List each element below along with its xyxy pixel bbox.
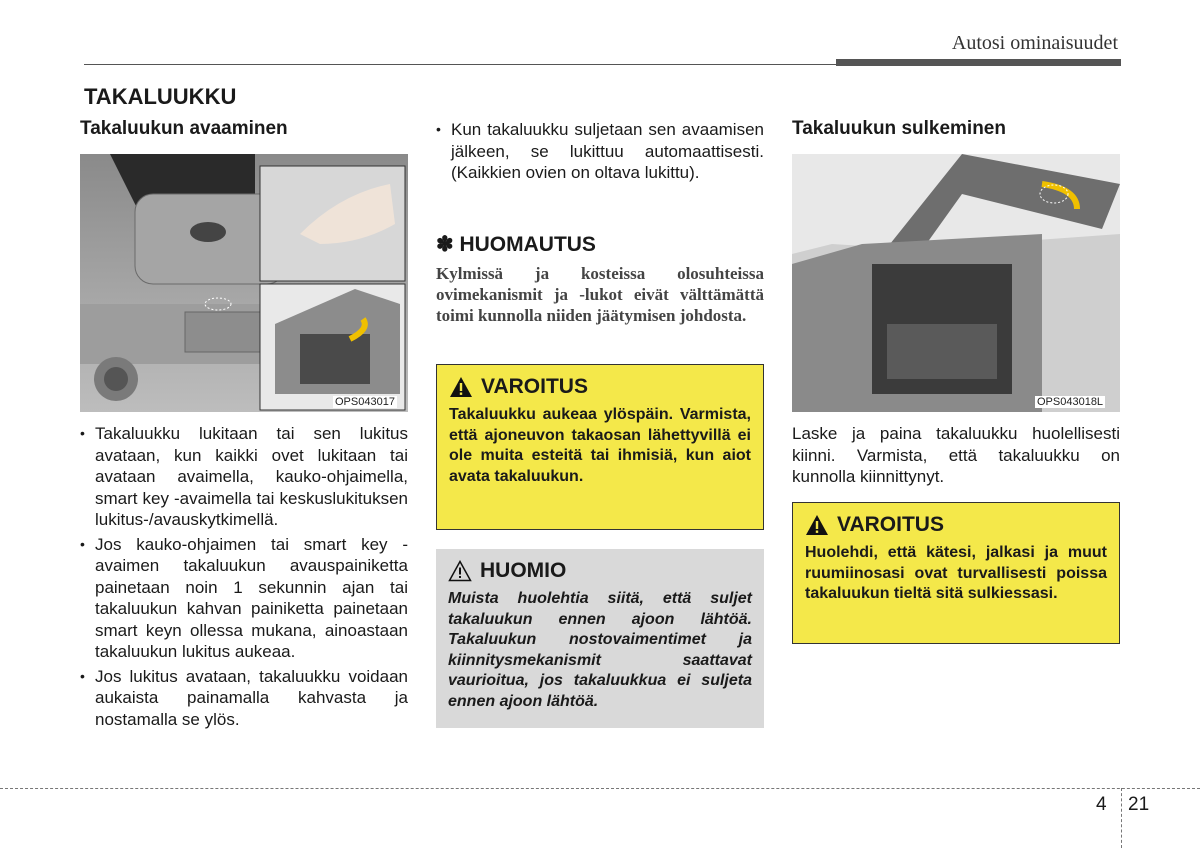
asterisk-icon: ✽ [436, 233, 454, 256]
footer-divider [1121, 788, 1122, 848]
caution-body: Muista huolehtia siitä, että suljet takaluukun ennen ajoon lähtöä. Takaluukun nostovaimentimet ja kiinnitysmekanismit saattavat vaurioitua, jos takaluukkua ei suljeta ennen ajoon lähtöä. [448, 590, 752, 710]
warning-heading [449, 375, 751, 399]
caution-box [436, 549, 764, 728]
list-item: • Jos kauko-ohjaimen tai smart key -avaimen takaluukun avauspainiketta painetaan noin 1 sekunnin ajan tai takaluukun kahvan painiketta painetaan smart keyn ollessa mukana, ainoastaan takaluukun lukitus aukeaa. [80, 534, 408, 663]
caution-title: HUOMIO [480, 559, 567, 582]
warning-title: VAROITUS [837, 513, 944, 536]
footer-rule [0, 788, 1200, 789]
note-heading [436, 232, 596, 257]
subheading-closing: Takaluukun sulkeminen [792, 118, 1006, 139]
list-item: • Takaluukku lukitaan tai sen lukitus avataan, kun kaikki ovet lukitaan tai avataan avaimella, kauko-ohjaimella, smart key -avaimella tai keskuslukituksen lukitus-/avauskytkimellä. [80, 423, 408, 531]
subheading-opening: Takaluukun avaaminen [80, 118, 288, 139]
warning-body: Huolehdi, että kätesi, jalkasi ja muut ruumiinosasi ovat turvallisesti poissa takaluukun tieltä sitä sulkiessasi. [805, 544, 1107, 602]
warning-body: Takaluukku aukeaa ylöspäin. Varmista, että ajoneuvon takaosan lähettyvillä ei ole muita esteitä tai ihmisiä, kun aiot avata takaluukun. [449, 406, 751, 485]
caution-triangle-icon [448, 560, 472, 582]
note-body: Kylmissä ja kosteissa olosuhteissa ovimekanismit ja -lukot eivät välttämättä toimi kunnolla niiden jäätymisen johdosta. [436, 264, 764, 325]
warning-box-opening [436, 364, 764, 530]
warning-heading [805, 513, 1107, 537]
opening-bullet-list [80, 423, 408, 733]
page-number: 21 [1128, 794, 1150, 815]
warning-triangle-icon [805, 514, 829, 536]
header-rule-bar [836, 59, 1121, 66]
warning-title: VAROITUS [481, 375, 588, 398]
figure-code: OPS043018L [1037, 396, 1104, 408]
list-item: • Kun takaluukku suljetaan sen avaamisen jälkeen, se lukittuu automaattisesti. (Kaikkien ovien on oltava lukittu). [436, 119, 764, 184]
chapter-number: 4 [1096, 794, 1107, 815]
warning-box-closing [792, 502, 1120, 644]
locking-bullet-list [436, 119, 764, 187]
warning-triangle-icon [449, 376, 473, 398]
figure-code: OPS043017 [335, 396, 395, 408]
figure-opening-tailgate [80, 154, 408, 412]
figure-closing-tailgate [792, 154, 1120, 412]
note-title: HUOMAUTUS [459, 233, 596, 256]
open-tailgate-illustration [792, 154, 1120, 412]
section-title: TAKALUUKKU [84, 84, 237, 109]
list-item: • Jos lukitus avataan, takaluukku voidaan aukaista painamalla kahvasta ja nostamalla se ylös. [80, 666, 408, 731]
header-rule [84, 64, 838, 65]
tailgate-rear-illustration [80, 154, 408, 412]
running-header: Autosi ominaisuudet [951, 32, 1118, 54]
closing-paragraph: Laske ja paina takaluukku huolellisesti kiinni. Varmista, että takaluukku on kunnolla kiinnittynyt. [792, 424, 1120, 486]
caution-heading [448, 559, 752, 583]
